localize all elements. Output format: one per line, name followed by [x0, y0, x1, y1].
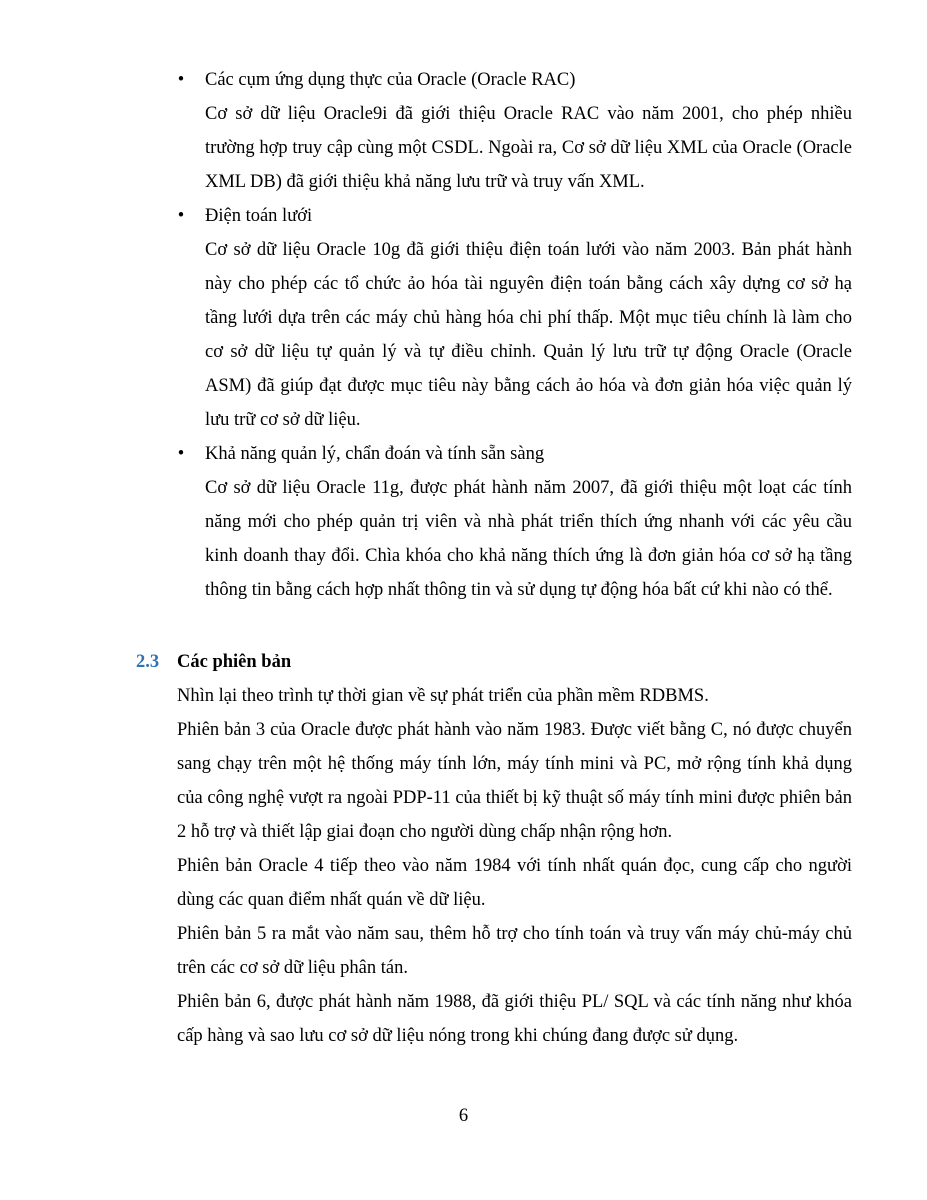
bullet-marker: •	[177, 70, 185, 90]
bullet-heading: Khả năng quản lý, chẩn đoán và tính sẵn sàng	[205, 444, 545, 464]
section-paragraph: Phiên bản Oracle 4 tiếp theo vào năm 1984 với tính nhất quán đọc, cung cấp cho người dùng các quan điểm nhất quán về dữ liệu.	[177, 856, 852, 910]
bullet-heading: Điện toán lưới	[205, 206, 313, 226]
paragraph-grid-computing: Cơ sở dữ liệu Oracle 10g đã giới thiệu điện toán lưới vào năm 2003. Bản phát hành này cho phép các tổ chức ảo hóa tài nguyên điện toán bằng cách xây dựng cơ sở hạ tầng lưới dựa trên các máy chủ hàng hóa chi phí thấp. Một mục tiêu chính là làm cho cơ sở dữ liệu tự quản lý và tự điều chỉnh. Quản lý lưu trữ tự động Oracle (Oracle ASM) đã giúp đạt được mục tiêu này bằng cách ảo hóa và đơn giản hóa việc quản lý lưu trữ cơ sở dữ liệu.	[205, 240, 852, 430]
section-paragraph: Nhìn lại theo trình tự thời gian về sự phát triển của phần mềm RDBMS.	[177, 686, 709, 706]
section-paragraph: Phiên bản 3 của Oracle được phát hành vào năm 1983. Được viết bằng C, nó được chuyển sang chạy trên một hệ thống máy tính lớn, máy tính mini và PC, mở rộng tính khả dụng của công nghệ vượt ra ngoài PDP-11 của thiết bị kỹ thuật số máy tính mini được phiên bản 2 hỗ trợ và thiết lập giai đoạn cho người dùng chấp nhận rộng hơn.	[177, 720, 852, 842]
paragraph-manageability: Cơ sở dữ liệu Oracle 11g, được phát hành năm 2007, đã giới thiệu một loạt các tính năng mới cho phép quản trị viên và nhà phát triển thích ứng nhanh với các yêu cầu kinh doanh thay đổi. Chìa khóa cho khả năng thích ứng là đơn giản hóa cơ sở hạ tầng thông tin bằng cách hợp nhất thông tin và sử dụng tự động hóa bất cứ khi nào có thể.	[205, 478, 852, 600]
section-heading	[136, 645, 291, 679]
bullet-marker: •	[177, 444, 185, 464]
section-paragraph: Phiên bản 6, được phát hành năm 1988, đã giới thiệu PL/ SQL và các tính năng như khóa cấp hàng và sao lưu cơ sở dữ liệu nóng trong khi chúng đang được sử dụng.	[177, 992, 852, 1046]
page-number: 6	[458, 1106, 469, 1126]
section-paragraph: Phiên bản 5 ra mắt vào năm sau, thêm hỗ trợ cho tính toán và truy vấn máy chủ-máy chủ trên các cơ sở dữ liệu phân tán.	[177, 924, 852, 978]
bullet-heading: Các cụm ứng dụng thực của Oracle (Oracle RAC)	[205, 70, 576, 90]
section-title: Các phiên bản	[177, 652, 292, 672]
bullet-marker: •	[177, 206, 185, 226]
section-number: 2.3	[136, 652, 160, 672]
paragraph-oracle-rac: Cơ sở dữ liệu Oracle9i đã giới thiệu Oracle RAC vào năm 2001, cho phép nhiều trường hợp truy cập cùng một CSDL. Ngoài ra, Cơ sở dữ liệu XML của Oracle (Oracle XML DB) đã giới thiệu khả năng lưu trữ và truy vấn XML.	[205, 104, 852, 192]
